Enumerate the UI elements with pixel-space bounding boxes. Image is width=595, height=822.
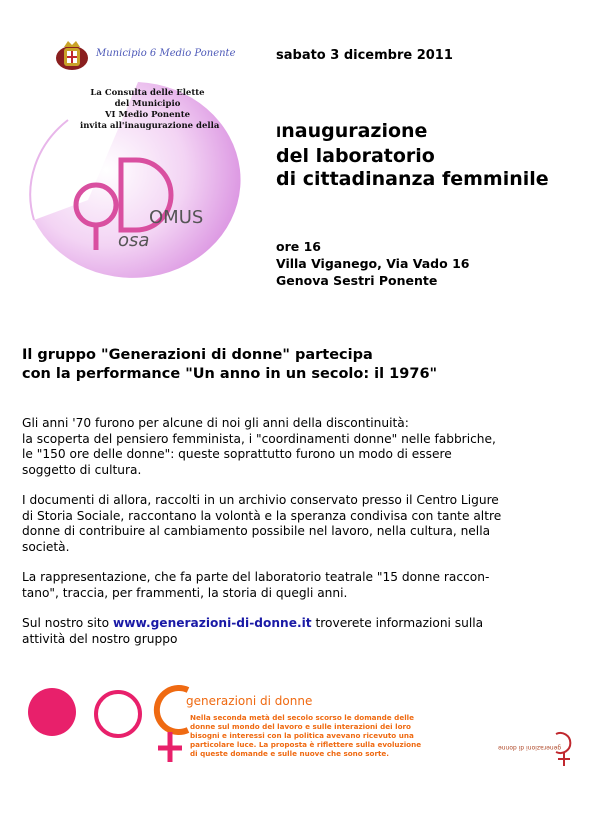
municipio-name: Municipio 6 Medio Ponente (96, 48, 236, 59)
text-line: le "150 ore delle donne": queste soprattutto furono un modo di essere (22, 447, 452, 461)
pink-ring-circle (94, 690, 142, 738)
event-time: ore 16 (276, 239, 321, 254)
paragraph-4 (22, 616, 582, 647)
paragraph-2 (22, 493, 582, 555)
rosa-logo-text: osa (118, 230, 150, 251)
mirrored-brand-text: generazioni di donne (498, 744, 562, 751)
description-line: particolare luce. La proposta è riflettere sulla evoluzione (190, 740, 422, 749)
domus-logo-text: OMUS (149, 207, 204, 228)
website-link[interactable]: www.generazioni-di-donne.it (112, 616, 312, 630)
paragraph-1 (22, 416, 582, 478)
description-line: bisogni e interessi con la politica avevano ricevuto una (190, 731, 414, 740)
text-line: attività del nostro gruppo (22, 631, 178, 646)
pink-filled-circle (28, 688, 76, 736)
description-line: Nella seconda metà del secolo scorso le domande delle (190, 713, 414, 722)
title-line-3: di cittadinanza femminile (276, 168, 549, 190)
invite-line: VI Medio Ponente (104, 110, 191, 120)
title-line-2: del laboratorio (276, 145, 435, 167)
text-line: tano", traccia, per frammenti, la storia di quegli anni. (22, 585, 348, 600)
text-line: donne di contribuire al cambiamento possibile nel lavoro, nella cultura, nella (22, 524, 491, 538)
text-line: I documenti di allora, raccolti in un archivio conservato presso il Centro Ligure (22, 493, 499, 507)
paragraph-3 (22, 570, 582, 601)
invite-line: invita all'inaugurazione della (80, 121, 220, 131)
title-initial: I (276, 125, 282, 141)
page-title (276, 120, 549, 191)
text-line: Gli anni '70 furono per alcune di noi gli anni della discontinuità: (22, 416, 409, 430)
text-line: la scoperta del pensiero femminista, i "coordinamenti donne" nelle fabbriche, (22, 431, 496, 446)
brand-description (190, 713, 450, 758)
event-city: Genova Sestri Ponente (276, 273, 438, 288)
coat-of-arms-icon (52, 38, 92, 72)
brand-name: generazioni di donne (186, 694, 313, 708)
title-line-1-rest: naugurazione (281, 120, 428, 142)
site-text-after: troverete informazioni sulla (311, 616, 484, 630)
headline-line-2: con la performance "Un anno in un secolo: il 1976" (22, 366, 438, 382)
municipio-logo (52, 38, 242, 72)
event-place: Villa Viganego, Via Vado 16 (276, 256, 470, 271)
site-text-before: Sul nostro sito (22, 616, 113, 630)
invite-text (80, 88, 220, 132)
invite-line: La Consulta delle Elette (90, 88, 205, 98)
domus-rosa-logo (66, 150, 236, 260)
headline-line-1: Il gruppo "Generazioni di donne" partecipa (22, 347, 373, 363)
event-date: sabato 3 dicembre 2011 (276, 48, 453, 63)
event-details (276, 238, 469, 289)
text-line: La rappresentazione, che fa parte del laboratorio teatrale "15 donne raccon- (22, 570, 490, 584)
text-line (22, 616, 582, 632)
title-line-1 (276, 120, 549, 145)
small-venus-icon (548, 728, 578, 768)
mirrored-logo (498, 728, 578, 768)
description-line: donne sul mondo del lavoro e sulle interazioni dei loro (190, 722, 411, 731)
text-line: di Storia Sociale, raccontano la volontà e la speranza condivisa con tante altre (22, 508, 502, 523)
text-line: soggetto di cultura. (22, 462, 142, 477)
invite-line: del Municipio (114, 99, 181, 109)
description-line: di queste domande e sulle nuove che sono sorte. (190, 749, 390, 758)
text-line: società. (22, 539, 70, 554)
headline (22, 346, 437, 384)
body-text (22, 416, 582, 662)
